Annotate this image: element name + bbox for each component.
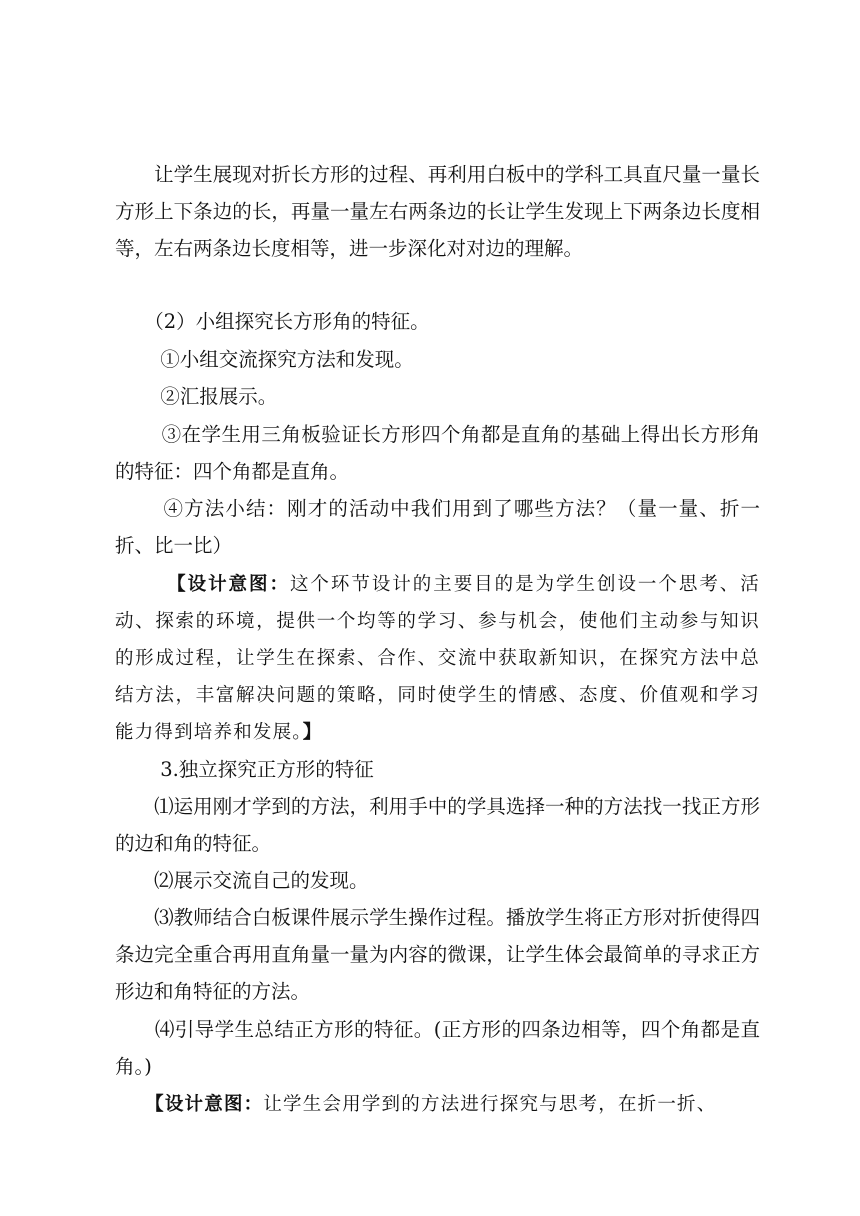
paragraph-fold-rectangle: 让学生展现对折长方形的过程、再利用白板中的学科工具直尺量一量长方形上下条边的长，再量一量左右两条边的长让学生发现上下两条边长度相等，左右两条边长度相等，进一步深化对对边的理解。	[115, 163, 760, 260]
paragraph-step-3: ③在学生用三角板验证长方形四个角都是直角的基础上得出长方形角的特征：四个角都是直角。	[115, 423, 760, 483]
section-heading-square: 3.独立探究正方形的特征	[115, 758, 374, 781]
paragraph-step-2: ②汇报展示。	[115, 385, 278, 408]
paragraph-square-2: ⑵展示交流自己的发现。	[115, 869, 369, 892]
design-intent-close: 】	[302, 722, 323, 743]
paragraph-square-1: ⑴运用刚才学到的方法，利用手中的学具选择一种的方法找一找正方形的边和角的特征。	[115, 795, 760, 855]
design-intent-2	[115, 1086, 760, 1123]
design-intent-label: 【设计意图：	[115, 574, 290, 595]
paragraph-square-4: ⑷引导学生总结正方形的特征。(正方形的四条边相等，四个角都是直角。)	[115, 1018, 760, 1078]
design-intent-body: 这个环节设计的主要目的是为学生创设一个思考、活动、探索的环境，提供一个均等的学习、参与机会，使他们主动参与知识的形成过程，让学生在探索、合作、交流中获取新知识，在探究方法中总结方法，丰富解决问题的策略，同时使学生的情感、态度、价值观和学习能力得到培养和发展。	[115, 574, 760, 743]
paragraph-step-4: ④方法小结：刚才的活动中我们用到了哪些方法？（量一量、折一折、比一比）	[115, 497, 760, 557]
design-intent-1	[115, 566, 760, 751]
design-intent-2-label: 【设计意图：	[115, 1094, 264, 1115]
paragraph-square-3: ⑶教师结合白板课件展示学生操作过程。播放学生将正方形对折使得四条边完全重合再用直角量一量为内容的微课，让学生体会最简单的寻求正方形边和角特征的方法。	[115, 906, 760, 1003]
design-intent-2-body: 让学生会用学到的方法进行探究与思考，在折一折、	[263, 1094, 717, 1115]
paragraph-step-1: ①小组交流探究方法和发现。	[115, 348, 414, 371]
paragraph-group-explore-angles: （2）小组探究长方形角的特征。	[115, 310, 430, 333]
